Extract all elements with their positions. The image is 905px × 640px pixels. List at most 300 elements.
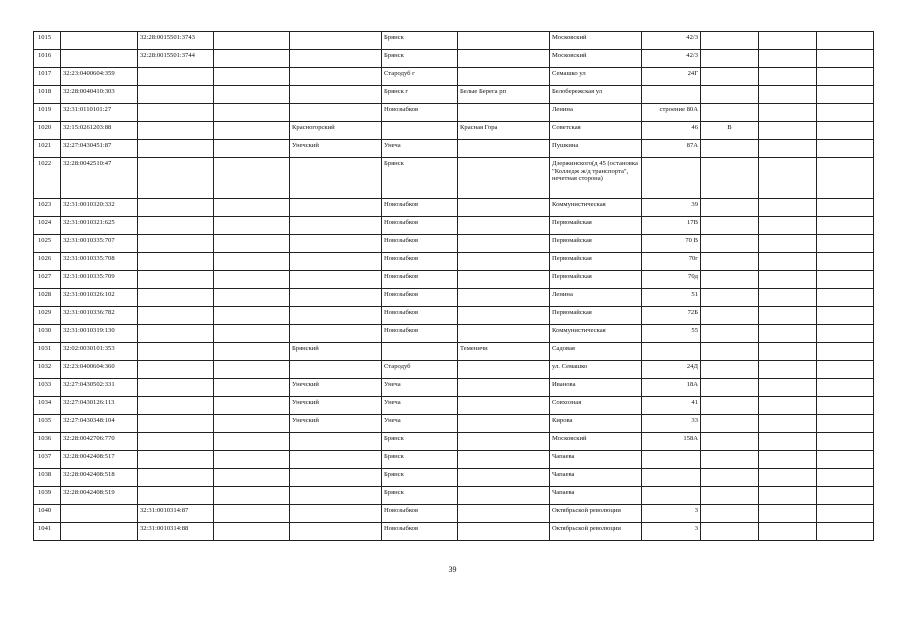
column-11	[759, 217, 817, 235]
column-11	[759, 307, 817, 325]
column-10	[701, 307, 759, 325]
column-11	[759, 505, 817, 523]
settlement	[458, 505, 550, 523]
street: Советская	[550, 122, 642, 140]
row-number: 1024	[34, 217, 61, 235]
district	[290, 235, 382, 253]
district	[290, 433, 382, 451]
settlement: Белые Берега рп	[458, 86, 550, 104]
district: Красногорский	[290, 122, 382, 140]
table-row	[34, 235, 874, 253]
settlement	[458, 235, 550, 253]
house-number	[642, 469, 701, 487]
row-number: 1032	[34, 361, 61, 379]
district	[290, 361, 382, 379]
cadastral-number: 32:27:0430348:104	[61, 415, 138, 433]
cadastral-number-alt	[138, 415, 214, 433]
street: Чапаева	[550, 469, 642, 487]
street: Октябрьской революции	[550, 505, 642, 523]
row-number: 1023	[34, 199, 61, 217]
column-4	[214, 523, 290, 541]
street: Дзержинского(д 45 (остановка "Колледж ж/д транспорта", нечетная сторона)	[550, 158, 642, 199]
street: Чапаева	[550, 487, 642, 505]
column-4	[214, 253, 290, 271]
street: Семашко ул	[550, 68, 642, 86]
row-number: 1022	[34, 158, 61, 199]
column-11	[759, 140, 817, 158]
house-number: 24Г	[642, 68, 701, 86]
column-11	[759, 289, 817, 307]
settlement	[458, 50, 550, 68]
column-4	[214, 307, 290, 325]
district	[290, 325, 382, 343]
street: Ленина	[550, 289, 642, 307]
cadastral-number-alt	[138, 253, 214, 271]
cadastral-number: 32:23:0400604:359	[61, 68, 138, 86]
street: Совхозная	[550, 397, 642, 415]
district: Унечский	[290, 415, 382, 433]
column-11	[759, 469, 817, 487]
district: Унечский	[290, 397, 382, 415]
column-10	[701, 158, 759, 199]
row-number: 1015	[34, 32, 61, 50]
cadastral-number: 32:31:0010326:102	[61, 289, 138, 307]
table-row	[34, 415, 874, 433]
column-4	[214, 104, 290, 122]
table-row	[34, 68, 874, 86]
cadastral-number: 32:28:0040410:303	[61, 86, 138, 104]
column-4	[214, 122, 290, 140]
city: Брянск	[382, 469, 458, 487]
row-number: 1040	[34, 505, 61, 523]
table-row	[34, 361, 874, 379]
column-4	[214, 235, 290, 253]
table-row	[34, 433, 874, 451]
column-10	[701, 523, 759, 541]
column-4	[214, 433, 290, 451]
column-11	[759, 397, 817, 415]
cadastral-number: 32:28:0042408:517	[61, 451, 138, 469]
table-row	[34, 158, 874, 199]
settlement	[458, 199, 550, 217]
cadastral-number: 32:31:0010335:707	[61, 235, 138, 253]
column-10	[701, 289, 759, 307]
cadastral-number-alt	[138, 361, 214, 379]
district	[290, 104, 382, 122]
street: Кирова	[550, 415, 642, 433]
district	[290, 158, 382, 199]
house-number: 18А	[642, 379, 701, 397]
column-12	[817, 289, 874, 307]
district: Брянский	[290, 343, 382, 361]
table-row	[34, 199, 874, 217]
city: Стародуб	[382, 361, 458, 379]
settlement	[458, 379, 550, 397]
column-12	[817, 397, 874, 415]
house-number: 42/3	[642, 50, 701, 68]
street: Иванова	[550, 379, 642, 397]
house-number: строение 80А	[642, 104, 701, 122]
column-4	[214, 379, 290, 397]
row-number: 1016	[34, 50, 61, 68]
cadastral-number-alt	[138, 122, 214, 140]
row-number: 1025	[34, 235, 61, 253]
column-12	[817, 451, 874, 469]
cadastral-number-alt	[138, 397, 214, 415]
column-12	[817, 86, 874, 104]
city: Новозыбков	[382, 217, 458, 235]
settlement	[458, 487, 550, 505]
cadastral-number: 32:27:0430451:87	[61, 140, 138, 158]
table-row	[34, 379, 874, 397]
column-4	[214, 217, 290, 235]
district	[290, 50, 382, 68]
cadastral-number: 32:27:0430126:113	[61, 397, 138, 415]
cadastral-number-alt	[138, 289, 214, 307]
row-number: 1036	[34, 433, 61, 451]
cadastral-number-alt	[138, 104, 214, 122]
column-12	[817, 343, 874, 361]
street: Первомайская	[550, 253, 642, 271]
city: Брянск	[382, 158, 458, 199]
house-number: 70г	[642, 253, 701, 271]
house-number	[642, 86, 701, 104]
settlement	[458, 158, 550, 199]
settlement	[458, 433, 550, 451]
column-12	[817, 379, 874, 397]
column-4	[214, 271, 290, 289]
city: Брянск	[382, 433, 458, 451]
cadastral-number-alt	[138, 235, 214, 253]
column-11	[759, 451, 817, 469]
settlement: Теменичи	[458, 343, 550, 361]
column-11	[759, 523, 817, 541]
table-row	[34, 523, 874, 541]
settlement	[458, 307, 550, 325]
row-number: 1034	[34, 397, 61, 415]
column-10	[701, 68, 759, 86]
column-10	[701, 379, 759, 397]
cadastral-number-alt	[138, 271, 214, 289]
cadastral-number-alt	[138, 86, 214, 104]
house-number: 41	[642, 397, 701, 415]
column-11	[759, 104, 817, 122]
city: Брянск	[382, 451, 458, 469]
cadastral-number	[61, 505, 138, 523]
cadastral-number: 32:28:0042408:519	[61, 487, 138, 505]
cadastral-number-alt	[138, 379, 214, 397]
cadastral-number: 32:15:0261203:88	[61, 122, 138, 140]
cadastral-number-alt: 32:28:0015501:3744	[138, 50, 214, 68]
column-11	[759, 235, 817, 253]
settlement	[458, 140, 550, 158]
column-4	[214, 343, 290, 361]
column-11	[759, 122, 817, 140]
cadastral-number-alt	[138, 199, 214, 217]
district	[290, 68, 382, 86]
settlement: Красная Гора	[458, 122, 550, 140]
settlement	[458, 325, 550, 343]
cadastral-number: 32:23:0400604:360	[61, 361, 138, 379]
settlement	[458, 68, 550, 86]
district	[290, 86, 382, 104]
cadastral-number-alt: 32:31:0010314:88	[138, 523, 214, 541]
city: Новозыбков	[382, 505, 458, 523]
table-row	[34, 289, 874, 307]
register-table	[33, 31, 874, 541]
table-row	[34, 271, 874, 289]
city: Брянск	[382, 487, 458, 505]
city: Новозыбков	[382, 289, 458, 307]
column-11	[759, 379, 817, 397]
column-12	[817, 415, 874, 433]
cadastral-number: 32:28:0042706:770	[61, 433, 138, 451]
cadastral-number	[61, 523, 138, 541]
cadastral-number-alt: 32:28:0015501:3743	[138, 32, 214, 50]
city: Новозыбков	[382, 271, 458, 289]
cadastral-number-alt: 32:31:0010314:87	[138, 505, 214, 523]
column-4	[214, 487, 290, 505]
column-12	[817, 122, 874, 140]
column-10	[701, 50, 759, 68]
column-12	[817, 307, 874, 325]
street: Чапаева	[550, 451, 642, 469]
column-12	[817, 325, 874, 343]
column-12	[817, 140, 874, 158]
house-number: 158А	[642, 433, 701, 451]
column-12	[817, 271, 874, 289]
city: Брянск	[382, 32, 458, 50]
column-12	[817, 433, 874, 451]
settlement	[458, 32, 550, 50]
cadastral-number	[61, 50, 138, 68]
house-number	[642, 487, 701, 505]
column-10	[701, 104, 759, 122]
district	[290, 307, 382, 325]
cadastral-number-alt	[138, 325, 214, 343]
column-12	[817, 523, 874, 541]
table-row	[34, 104, 874, 122]
cadastral-number: 32:31:0010335:708	[61, 253, 138, 271]
column-4	[214, 415, 290, 433]
column-12	[817, 199, 874, 217]
street: ул. Семашко	[550, 361, 642, 379]
row-number: 1019	[34, 104, 61, 122]
house-number: 39	[642, 199, 701, 217]
cadastral-number: 32:28:0042510:47	[61, 158, 138, 199]
city	[382, 122, 458, 140]
cadastral-number-alt	[138, 469, 214, 487]
settlement	[458, 451, 550, 469]
column-11	[759, 271, 817, 289]
table-row	[34, 397, 874, 415]
column-10: В	[701, 122, 759, 140]
column-4	[214, 86, 290, 104]
column-4	[214, 451, 290, 469]
house-number: 70 В	[642, 235, 701, 253]
cadastral-number-alt	[138, 140, 214, 158]
column-12	[817, 235, 874, 253]
cadastral-number-alt	[138, 451, 214, 469]
column-11	[759, 158, 817, 199]
row-number: 1033	[34, 379, 61, 397]
district	[290, 253, 382, 271]
row-number: 1035	[34, 415, 61, 433]
city: Новозыбков	[382, 307, 458, 325]
column-11	[759, 199, 817, 217]
column-10	[701, 32, 759, 50]
city: Брянск г	[382, 86, 458, 104]
street: Первомайская	[550, 217, 642, 235]
column-10	[701, 433, 759, 451]
settlement	[458, 415, 550, 433]
settlement	[458, 469, 550, 487]
row-number: 1021	[34, 140, 61, 158]
cadastral-number-alt	[138, 433, 214, 451]
city: Новозыбков	[382, 235, 458, 253]
settlement	[458, 289, 550, 307]
table-row	[34, 343, 874, 361]
table-row	[34, 32, 874, 50]
column-10	[701, 469, 759, 487]
street: Московский	[550, 433, 642, 451]
column-12	[817, 104, 874, 122]
column-11	[759, 433, 817, 451]
column-10	[701, 140, 759, 158]
cadastral-number: 32:31:0110101:27	[61, 104, 138, 122]
cadastral-number	[61, 32, 138, 50]
street: Первомайская	[550, 307, 642, 325]
cadastral-number-alt	[138, 217, 214, 235]
column-4	[214, 289, 290, 307]
street: Московский	[550, 32, 642, 50]
column-10	[701, 505, 759, 523]
column-10	[701, 217, 759, 235]
city: Новозыбков	[382, 104, 458, 122]
row-number: 1038	[34, 469, 61, 487]
column-11	[759, 50, 817, 68]
district	[290, 451, 382, 469]
column-10	[701, 487, 759, 505]
house-number	[642, 451, 701, 469]
city	[382, 343, 458, 361]
table-row	[34, 217, 874, 235]
column-12	[817, 50, 874, 68]
row-number: 1020	[34, 122, 61, 140]
row-number: 1041	[34, 523, 61, 541]
row-number: 1039	[34, 487, 61, 505]
street: Коммунистическая	[550, 325, 642, 343]
district	[290, 217, 382, 235]
column-4	[214, 361, 290, 379]
district	[290, 505, 382, 523]
register-body	[34, 32, 874, 541]
cadastral-number: 32:31:0010320:332	[61, 199, 138, 217]
cadastral-number: 32:31:0010321:625	[61, 217, 138, 235]
cadastral-number: 32:31:0010319:130	[61, 325, 138, 343]
row-number: 1029	[34, 307, 61, 325]
house-number: 42/3	[642, 32, 701, 50]
district	[290, 487, 382, 505]
house-number	[642, 158, 701, 199]
register-sheet	[33, 31, 873, 541]
district	[290, 289, 382, 307]
column-4	[214, 32, 290, 50]
column-12	[817, 361, 874, 379]
column-10	[701, 253, 759, 271]
house-number: 3	[642, 523, 701, 541]
city: Новозыбков	[382, 199, 458, 217]
street: Коммунистическая	[550, 199, 642, 217]
column-11	[759, 86, 817, 104]
street: Садовая	[550, 343, 642, 361]
table-row	[34, 253, 874, 271]
column-4	[214, 140, 290, 158]
row-number: 1017	[34, 68, 61, 86]
house-number: 17В	[642, 217, 701, 235]
street: Ленина	[550, 104, 642, 122]
column-12	[817, 253, 874, 271]
house-number	[642, 343, 701, 361]
column-10	[701, 397, 759, 415]
city: Новозыбков	[382, 325, 458, 343]
city: Новозыбков	[382, 523, 458, 541]
house-number: 72Б	[642, 307, 701, 325]
house-number: 70д	[642, 271, 701, 289]
column-12	[817, 217, 874, 235]
column-10	[701, 361, 759, 379]
city: Стародуб г	[382, 68, 458, 86]
column-11	[759, 325, 817, 343]
row-number: 1018	[34, 86, 61, 104]
row-number: 1028	[34, 289, 61, 307]
column-4	[214, 397, 290, 415]
city: Новозыбков	[382, 253, 458, 271]
house-number: 55	[642, 325, 701, 343]
district	[290, 523, 382, 541]
column-10	[701, 271, 759, 289]
street: Октябрьской революции	[550, 523, 642, 541]
cadastral-number: 32:31:0010336:782	[61, 307, 138, 325]
row-number: 1031	[34, 343, 61, 361]
district	[290, 271, 382, 289]
street: Московский	[550, 50, 642, 68]
page-number: 39	[448, 565, 457, 574]
table-row	[34, 140, 874, 158]
house-number: 24Д	[642, 361, 701, 379]
column-4	[214, 50, 290, 68]
column-12	[817, 487, 874, 505]
house-number: 3	[642, 505, 701, 523]
row-number: 1030	[34, 325, 61, 343]
street: Первомайская	[550, 235, 642, 253]
street: Первомайская	[550, 271, 642, 289]
settlement	[458, 271, 550, 289]
table-row	[34, 469, 874, 487]
table-row	[34, 325, 874, 343]
column-10	[701, 451, 759, 469]
column-11	[759, 343, 817, 361]
district	[290, 32, 382, 50]
settlement	[458, 104, 550, 122]
city: Брянск	[382, 50, 458, 68]
table-row	[34, 307, 874, 325]
column-12	[817, 32, 874, 50]
table-row	[34, 505, 874, 523]
street: Белобережская ул	[550, 86, 642, 104]
cadastral-number: 32:02:0030101:353	[61, 343, 138, 361]
city: Унеча	[382, 379, 458, 397]
